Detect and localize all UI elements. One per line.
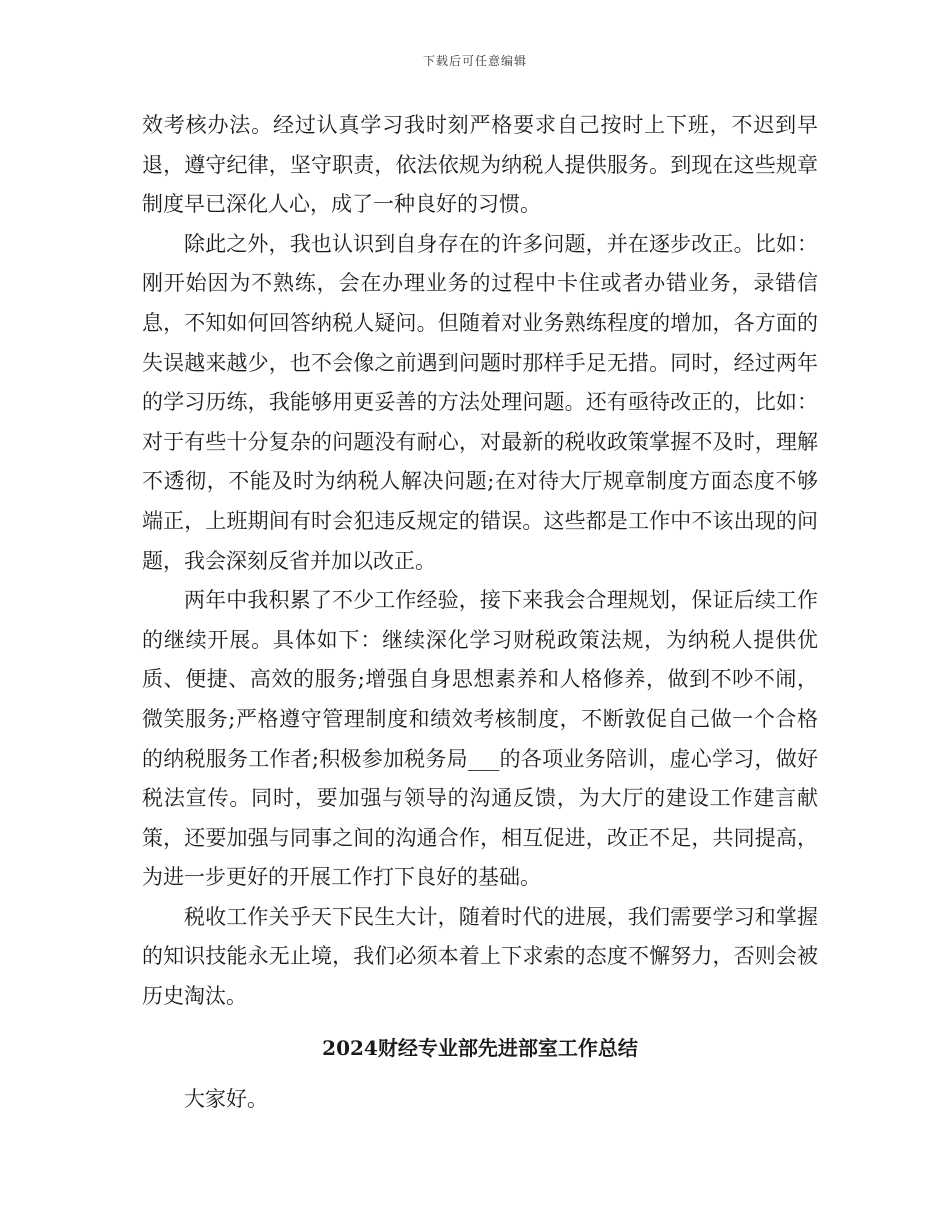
greeting: 大家好。 xyxy=(184,1087,268,1112)
paragraph-conclusion: 税收工作关乎天下民生大计，随着时代的进展，我们需要学习和掌握的知识技能永无止境，我们必须本着上下求索的态度不懈努力，否则会被历史淘汰。 xyxy=(142,904,818,1009)
section-title: 2024财经专业部先进部室工作总结 xyxy=(322,1035,638,1060)
paragraph-plans: 两年中我积累了不少工作经验，接下来我会合理规划，保证后续工作的继续开展。具体如下：继续深化学习财税政策法规，为纳税人提供优质、便捷、高效的服务;增强自身思想素养和人格修养，做到不吵不闹，微笑服务;严格遵守管理制度和绩效考核制度，不断敦促自己做一个合格的纳税服务工作者;积极参加税务局___的各项业务陪训，虚心学习，做好税法宣传。同时，要加强与领导的沟通反馈，为大厅的建设工作建言献策，还要加强与同事之间的沟通合作，相互促进，改正不足，共同提高，为进一步更好的开展工作打下良好的基础。 xyxy=(142,588,818,890)
paragraph-problems: 除此之外，我也认识到自身存在的许多问题，并在逐步改正。比如：刚开始因为不熟练，会在办理业务的过程中卡住或者办错业务，录错信息，不知如何回答纳税人疑问。但随着对业务熟练程度的增加，各方面的失误越来越少，也不会像之前遇到问题时那样手足无措。同时，经过两年的学习历练，我能够用更妥善的方法处理问题。还有亟待改正的，比如：对于有些十分复杂的问题没有耐心，对最新的税收政策掌握不及时，理解不透彻，不能及时为纳税人解决问题;在对待大厅规章制度方面态度不够端正，上班期间有时会犯违反规定的错误。这些都是工作中不该出现的问题，我会深刻反省并加以改正。 xyxy=(142,231,818,573)
paragraph-continued: 效考核办法。经过认真学习我时刻严格要求自己按时上下班，不迟到早退，遵守纪律，坚守职责，依法依规为纳税人提供服务。到现在这些规章制度早已深化人心，成了一种良好的习惯。 xyxy=(142,113,818,217)
page-header-note: 下载后可任意编辑 xyxy=(422,54,527,68)
document-body xyxy=(142,106,818,1120)
